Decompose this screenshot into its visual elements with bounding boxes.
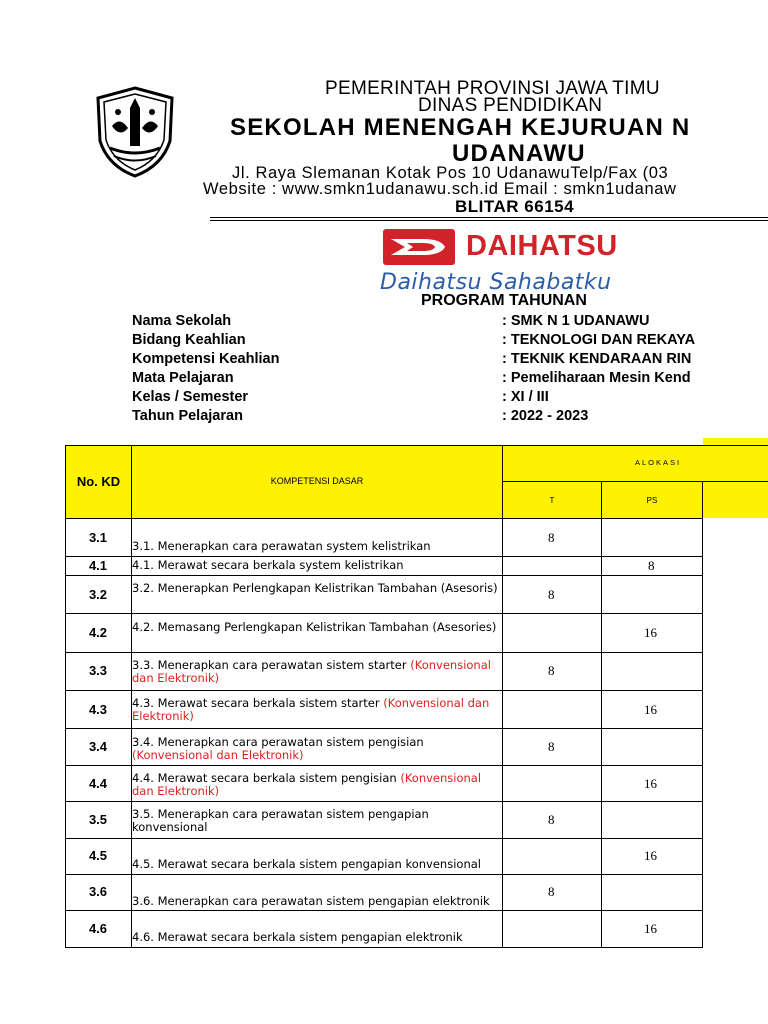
kd-description: 3.4. Menerapkan cara perawatan sistem pengisian (Konvensional dan Elektronik) — [132, 735, 424, 762]
grid-line — [65, 765, 702, 766]
kd-number: 3.1 — [88, 530, 108, 545]
kd-hours-ps: 16 — [644, 848, 657, 863]
grid-line — [502, 518, 503, 948]
header-kompetensi-dasar: KOMPETENSI DASAR — [270, 476, 364, 486]
kd-number: 4.4 — [88, 776, 108, 791]
header-ps-cell — [601, 481, 703, 519]
info-label: Kompetensi Keahlian — [132, 351, 280, 367]
kd-number: 4.1 — [88, 558, 108, 573]
grid-line — [601, 518, 602, 948]
header-school-location: UDANAWU — [452, 140, 586, 167]
grid-line — [65, 690, 702, 691]
grid-line — [65, 575, 702, 576]
info-value: : TEKNOLOGI DAN REKAYA — [502, 332, 696, 348]
info-label: Mata Pelajaran — [132, 370, 234, 386]
header-address: Jl. Raya Slemanan Kotak Pos 10 UdanawuTelp/Fax (03 — [232, 164, 669, 182]
header-school-name: SEKOLAH MENENGAH KEJURUAN N — [230, 114, 691, 141]
kd-number: 4.5 — [88, 848, 108, 863]
grid-line — [65, 556, 702, 557]
info-value: : SMK N 1 UDANAWU — [502, 313, 650, 329]
kd-description: 3.3. Menerapkan cara perawatan sistem starter (Konvensional dan Elektronik) — [132, 658, 491, 685]
kd-number: 4.3 — [88, 702, 108, 717]
header-t-cell — [502, 481, 602, 519]
kd-hours-t: 8 — [548, 812, 555, 827]
header-city: BLITAR 66154 — [455, 197, 575, 216]
grid-line — [702, 518, 703, 948]
grid-line — [65, 652, 702, 653]
kd-number: 4.2 — [88, 625, 108, 640]
kd-description: 4.2. Memasang Perlengkapan Kelistrikan Tambahan (Asesories) — [132, 620, 497, 634]
header-alokasi: ALOKASI — [635, 458, 682, 467]
header-t: T — [549, 496, 555, 505]
kd-hours-t: 8 — [548, 884, 555, 899]
kd-number: 3.3 — [88, 663, 108, 678]
info-label: Tahun Pelajaran — [132, 408, 243, 424]
kd-description: 4.5. Merawat secara berkala sistem pengapian konvensional — [132, 857, 481, 871]
info-value: : Pemeliharaan Mesin Kend — [502, 370, 691, 386]
kd-hours-t: 8 — [548, 739, 555, 754]
header-website-email: Website : www.smkn1udanawu.sch.id Email : smkn1udanaw — [203, 180, 677, 198]
kd-number: 3.6 — [88, 884, 108, 899]
kd-number: 3.4 — [88, 739, 108, 754]
header-divider-thin — [210, 220, 768, 221]
kd-hours-ps: 16 — [644, 776, 657, 791]
kd-description: 3.6. Menerapkan cara perawatan sistem pengapian elektronik — [132, 894, 490, 908]
kd-number: 3.5 — [88, 812, 108, 827]
grid-line — [65, 947, 702, 948]
kd-hours-t: 8 — [548, 663, 555, 678]
header-department: DINAS PENDIDIKAN — [418, 95, 603, 116]
header-ps: PS — [646, 496, 658, 505]
brand-tagline: Daihatsu Sahabatku — [380, 270, 612, 295]
grid-line — [65, 910, 702, 911]
info-value: : XI / III — [502, 389, 549, 405]
kd-hours-ps: 16 — [644, 625, 657, 640]
grid-line — [65, 801, 702, 802]
kd-hours-t: 8 — [548, 587, 555, 602]
header-no-kd: No. KD — [76, 474, 121, 489]
kd-description: 4.4. Merawat secara berkala sistem pengisian (Konvensional dan Elektronik) — [132, 771, 482, 798]
kd-number: 3.2 — [88, 587, 108, 602]
kd-description: 3.1. Menerapkan cara perawatan system kelistrikan — [132, 539, 431, 553]
info-value: : 2022 - 2023 — [502, 408, 589, 424]
grid-line — [65, 728, 702, 729]
document-title: PROGRAM TAHUNAN — [421, 292, 587, 309]
kd-description: 3.2. Menerapkan Perlengkapan Kelistrikan Tambahan (Asesoris) — [132, 581, 498, 595]
grid-line — [65, 838, 702, 839]
daihatsu-logo-icon — [383, 229, 455, 265]
info-label: Kelas / Semester — [132, 389, 249, 405]
header-government: PEMERINTAH PROVINSI JAWA TIMU — [325, 78, 660, 99]
header-alokasi-cell — [502, 445, 768, 482]
header-divider — [210, 217, 768, 218]
info-value: : TEKNIK KENDARAAN RIN — [502, 351, 692, 367]
kd-hours-t: 8 — [548, 530, 555, 545]
header-no-kd-cell — [65, 445, 132, 519]
info-label: Nama Sekolah — [132, 313, 232, 329]
kd-description: 4.1. Merawat secara berkala system kelistrikan — [132, 558, 404, 572]
kd-description: 3.5. Menerapkan cara perawatan sistem pengapian konvensional — [132, 807, 429, 834]
header-kd-cell — [131, 445, 503, 519]
kd-hours-ps: 16 — [644, 702, 657, 717]
grid-line — [65, 874, 702, 875]
brand-name: DAIHATSU — [466, 230, 618, 262]
kd-hours-ps: 8 — [648, 558, 655, 573]
info-label: Bidang Keahlian — [132, 332, 246, 348]
east-java-crest-icon — [90, 86, 180, 178]
kd-number: 4.6 — [88, 921, 108, 936]
kd-hours-ps: 16 — [644, 921, 657, 936]
kd-description: 4.6. Merawat secara berkala sistem pengapian elektronik — [132, 930, 463, 944]
kd-description: 4.3. Merawat secara berkala sistem starter (Konvensional dan Elektronik) — [132, 696, 490, 723]
grid-line — [65, 613, 702, 614]
